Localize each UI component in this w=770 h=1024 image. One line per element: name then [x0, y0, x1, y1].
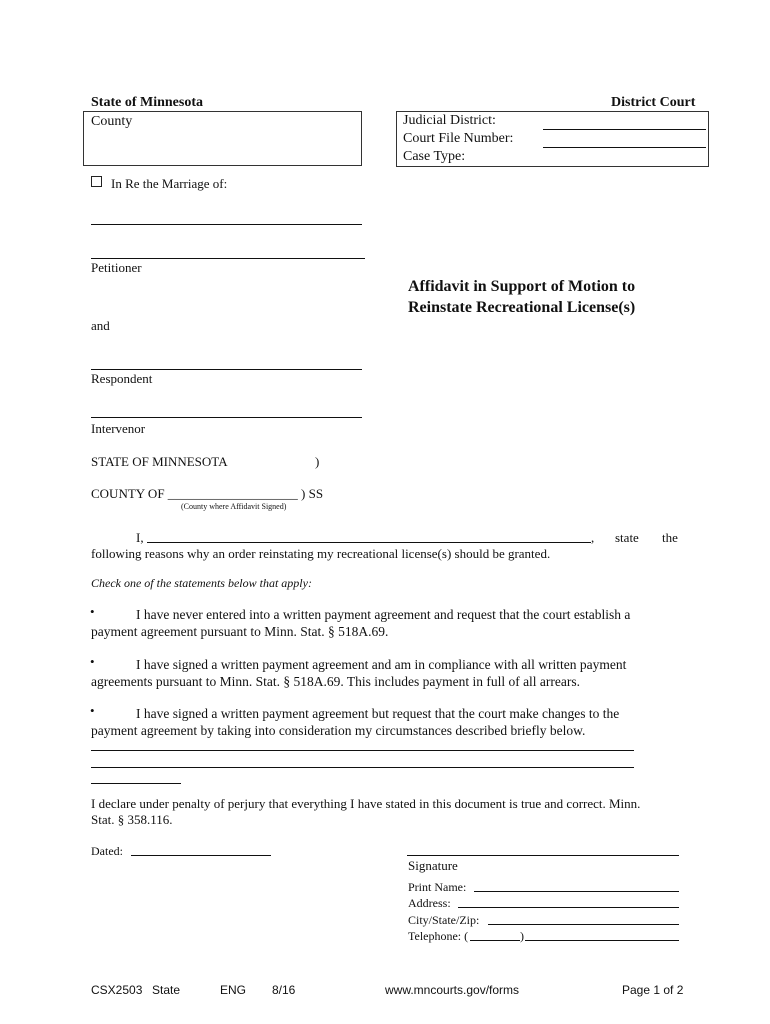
document-title-line2: Reinstate Recreational License(s)	[408, 299, 636, 316]
print-name-label: Print Name:	[408, 880, 467, 894]
party-name-field-1[interactable]	[91, 224, 362, 225]
in-re-label: In Re the Marriage of:	[111, 176, 228, 191]
circumstances-line-2[interactable]	[91, 767, 634, 768]
option-3-bullet[interactable]: •	[90, 703, 95, 718]
dated-label: Dated:	[91, 844, 123, 858]
venue-state: STATE OF MINNESOTA	[91, 454, 228, 469]
court-heading: District Court	[611, 95, 696, 110]
option-2-line2: agreements pursuant to Minn. Stat. § 518A.69. This includes payment in full of all arrears.	[91, 674, 581, 689]
telephone-number-field[interactable]	[525, 940, 679, 941]
judicial-district-label: Judicial District:	[403, 113, 496, 128]
statement-continuation: following reasons why an order reinstating my recreational license(s) should be granted.	[91, 546, 551, 561]
footer-state: State	[152, 983, 181, 997]
declaration-line1: I declare under penalty of perjury that everything I have stated in this document is true and correct. Minn.	[91, 796, 641, 811]
signature-label: Signature	[408, 858, 458, 873]
option-3-line2: payment agreement by taking into consideration my circumstances described briefly below.	[91, 723, 586, 738]
option-3-text	[91, 705, 679, 739]
footer-page: Page 1 of 2	[622, 983, 684, 997]
dated-field[interactable]	[131, 855, 271, 856]
city-state-zip-field[interactable]	[488, 924, 679, 925]
city-state-zip-label: City/State/Zip:	[408, 913, 480, 927]
venue-paren: )	[315, 454, 320, 469]
address-field[interactable]	[458, 907, 679, 908]
footer-website[interactable]: www.mncourts.gov/forms	[385, 983, 520, 997]
print-name-field[interactable]	[474, 891, 679, 892]
respondent-label: Respondent	[91, 371, 153, 386]
signature-field[interactable]	[407, 855, 679, 856]
telephone-label: Telephone: (	[408, 929, 469, 943]
affiant-name-field[interactable]	[147, 542, 591, 543]
instruction-text: Check one of the statements below that apply:	[91, 576, 312, 590]
option-2-text	[91, 656, 679, 690]
case-info-box	[396, 111, 709, 167]
petitioner-name-field[interactable]	[91, 258, 365, 259]
circumstances-line-1[interactable]	[91, 750, 634, 751]
address-label: Address:	[408, 896, 451, 910]
petitioner-label: Petitioner	[91, 260, 142, 275]
footer-lang: ENG	[220, 983, 247, 997]
intervenor-label: Intervenor	[91, 421, 146, 436]
county-box[interactable]	[83, 111, 362, 166]
telephone-paren-close: )	[520, 929, 524, 943]
venue-county-note: (County where Affidavit Signed)	[181, 502, 287, 511]
footer-form-code: CSX2503	[91, 983, 143, 997]
court-file-number-label: Court File Number:	[403, 131, 514, 146]
circumstances-line-3[interactable]	[91, 783, 181, 784]
intervenor-name-field[interactable]	[91, 417, 362, 418]
option-2-bullet[interactable]: •	[90, 654, 95, 669]
and-label: and	[91, 318, 110, 333]
state-heading: State of Minnesota	[91, 95, 203, 110]
option-1-text	[91, 606, 679, 640]
affiant-comma: ,	[591, 530, 595, 545]
option-2-line1: I have signed a written payment agreement and am in compliance with all written payment	[136, 657, 627, 672]
document-title-line1: Affidavit in Support of Motion to	[408, 278, 636, 295]
state-word: state	[615, 530, 639, 545]
telephone-area-code-field[interactable]	[470, 940, 520, 941]
court-file-number-field[interactable]	[543, 147, 706, 148]
county-label: County	[91, 114, 133, 129]
case-type-label: Case Type:	[403, 149, 466, 164]
option-1-line1: I have never entered into a written payment agreement and request that the court establish a	[136, 607, 631, 622]
in-re-checkbox[interactable]	[91, 176, 102, 187]
venue-county[interactable]: COUNTY OF ____________________ ) SS	[91, 486, 324, 501]
judicial-district-field[interactable]	[543, 129, 706, 130]
option-1-line2: payment agreement pursuant to Minn. Stat. § 518A.69.	[91, 624, 389, 639]
option-1-bullet[interactable]: •	[90, 604, 95, 619]
declaration-line2: Stat. § 358.116.	[91, 812, 173, 827]
footer-date: 8/16	[272, 983, 296, 997]
respondent-name-field[interactable]	[91, 369, 362, 370]
affiant-prefix: I,	[136, 530, 144, 545]
the-word: the	[662, 530, 678, 545]
option-3-line1: I have signed a written payment agreement but request that the court make changes to the	[136, 706, 620, 721]
